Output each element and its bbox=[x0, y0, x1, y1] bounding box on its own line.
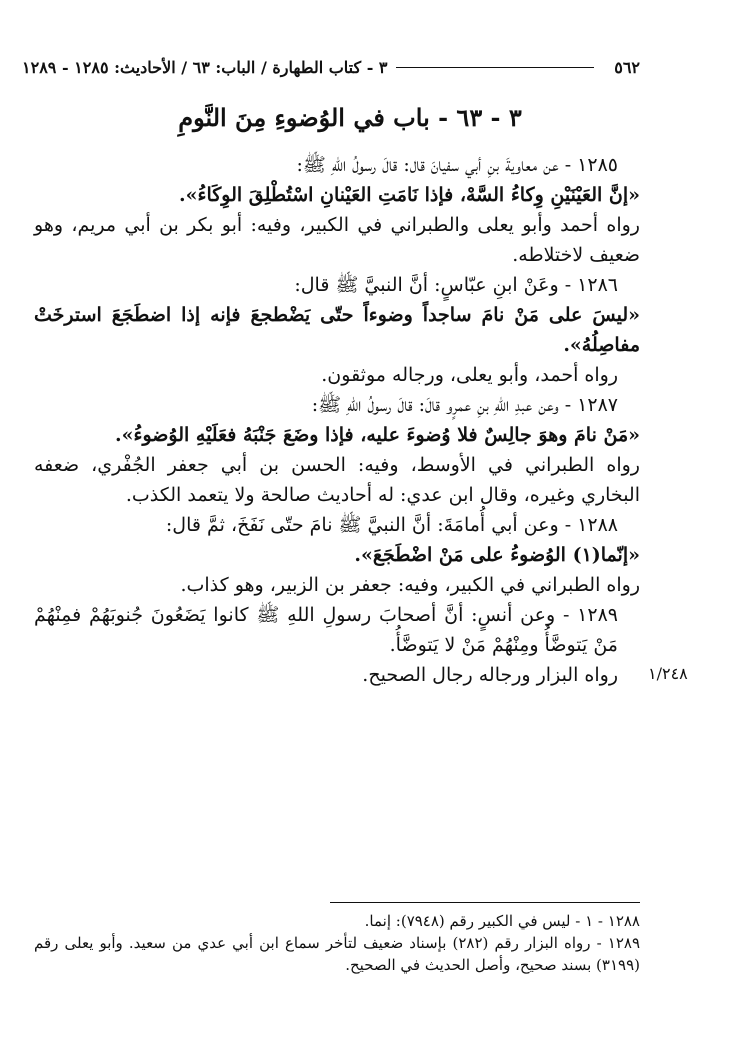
hadith-takhrij: رواه أحمد وأبو يعلى والطبراني في الكبير، وفيه: أبو بكر بن أبي مريم، وهو ضعيف لاختلاطه. bbox=[34, 214, 640, 266]
chapter-title: ٣ - ٦٣ - باب في الوُضوءِ مِنَ النَّومِ bbox=[178, 103, 522, 132]
page-header bbox=[22, 54, 640, 80]
hadith-matn: «ليسَ على مَنْ نامَ ساجداً وضوءاً حتّى يَضْطجعَ فإنه إذا اضطَجَعَ استرخَتْ مفاصِلُهُ». bbox=[34, 304, 640, 356]
hadith-isnad: ١٢٨٨ - وعن أبي أُمامَةَ: أنَّ النبيَّ ﷺ نامَ حتّى نَفَخَ، ثمَّ قال: bbox=[165, 514, 618, 536]
footnotes bbox=[34, 910, 640, 976]
hadith-matn: «إنّما(١) الوُضوءُ على مَنْ اضْطَجَعَ». bbox=[354, 544, 640, 566]
hadith-takhrij: رواه الطبراني في الأوسط، وفيه: الحسن بن أبي جعفر الجُفْري، ضعفه البخاري وغيره، وقال ابن عدي: له أحاديث صالحة ولا يتعمد الكذب. bbox=[34, 454, 640, 506]
hadith-takhrij: رواه أحمد، وأبو يعلى، ورجاله موثقون. bbox=[321, 364, 618, 386]
header-rule bbox=[396, 67, 595, 68]
hadith-isnad: ١٢٨٩ - وعن أنسٍ: أنَّ أصحابَ رسولِ اللهِ ﷺ كانوا يَضَعُونَ جُنوبَهُمْ فمِنْهُمْ مَنْ يَتوضَّأُ ومِنْهُمْ مَنْ لا يَتوضَّأُ. bbox=[34, 604, 618, 656]
hadith-matn: «إنَّ العَيْنَيْنِ وِكاءُ السَّهْ، فإذا نَامَتِ العَيْنانِ اسْتُطْلِقَ الوِكَاءُ». bbox=[179, 184, 640, 206]
margin-reference: ١/٢٤٨ bbox=[648, 664, 688, 683]
hadith-takhrij: رواه الطبراني في الكبير، وفيه: جعفر بن الزبير، وهو كذاب. bbox=[180, 574, 640, 596]
hadith-takhrij: رواه البزار ورجاله رجال الصحيح. bbox=[362, 664, 618, 686]
hadith-isnad: ١٢٨٦ - وعَنْ ابنِ عبّاسٍ: أنَّ النبيَّ ﷺ قال: bbox=[294, 274, 618, 296]
footnote-separator bbox=[330, 902, 640, 903]
hadith-isnad: ١٢٨٥ - عن معاويةَ بنِ أبي سفيانَ قال: قالَ رسولُ اللهِ ﷺ: bbox=[296, 154, 618, 176]
hadith-matn: «مَنْ نامَ وهوَ جالِسٌ فلا وُضوءَ عليه، فإذا وضَعَ جَنْبَهُ فعَلَيْهِ الوُضوءُ». bbox=[115, 424, 640, 446]
footnote: ١٢٨٨ - ١ - ليس في الكبير رقم (٧٩٤٨): إنما. bbox=[364, 912, 640, 930]
hadith-isnad: ١٢٨٧ - وعن عبدِ اللهِ بنِ عمرٍو قالَ: قالَ رسولُ اللهِ ﷺ: bbox=[311, 394, 618, 416]
running-title: ٣ - كتاب الطهارة / الباب: ٦٣ / الأحاديث: ١٢٨٥ - ١٢٨٩ bbox=[22, 57, 388, 77]
page-number: ٥٦٢ bbox=[614, 57, 640, 77]
main-text bbox=[34, 150, 640, 690]
footnote: ١٢٨٩ - رواه البزار رقم (٢٨٢) بإسناد ضعيف لتأخر سماع ابن أبي عدي من سعيد. وأبو يعلى رقم (٣١٩٩) بسند صحيح، وأصل الحديث في الصحيح. bbox=[34, 934, 641, 974]
